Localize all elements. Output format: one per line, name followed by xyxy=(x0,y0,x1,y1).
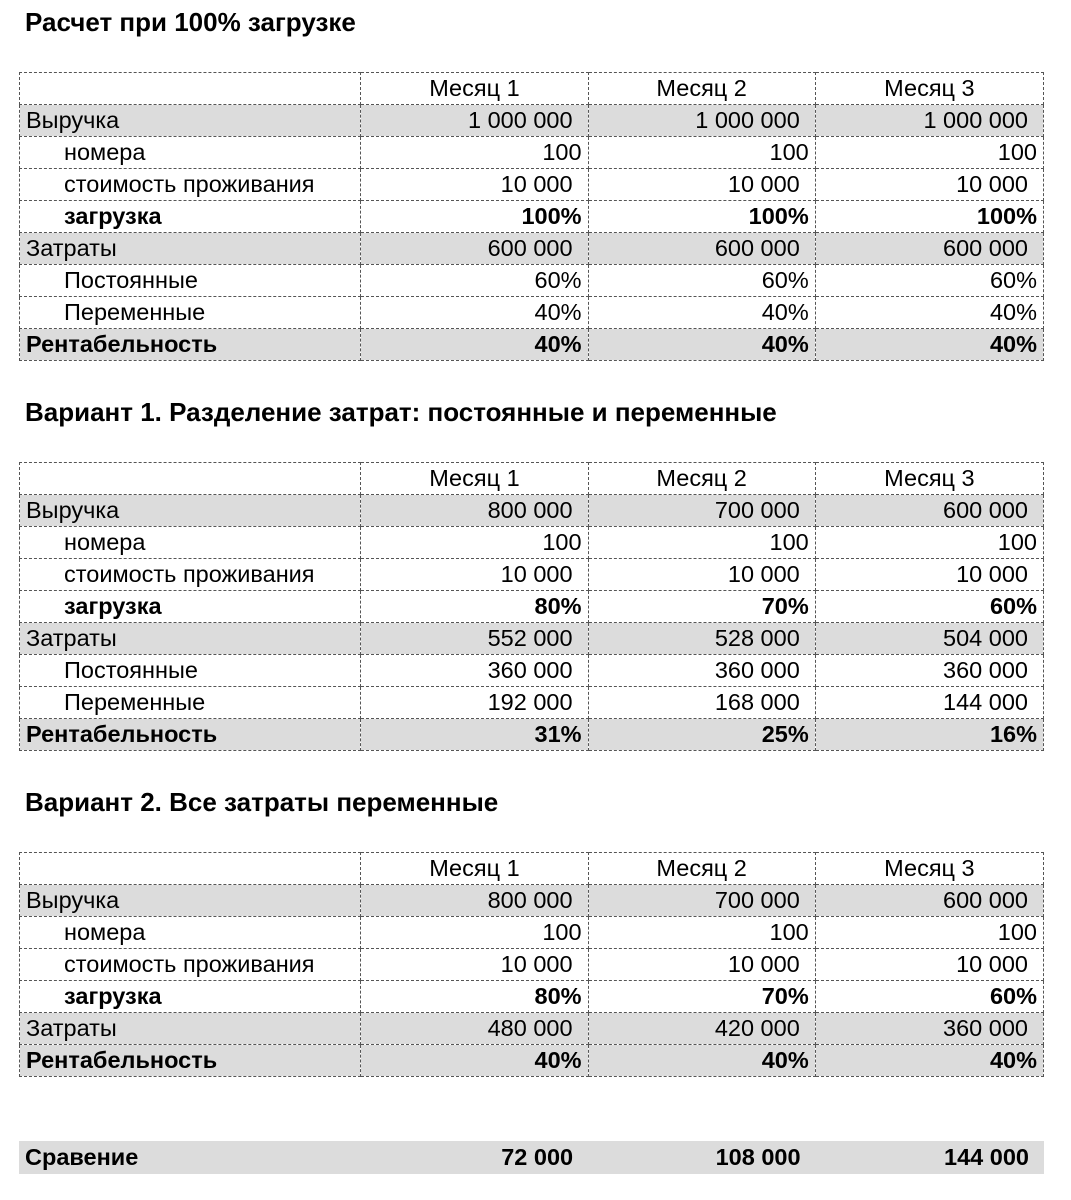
rooms-row xyxy=(20,137,1044,169)
profitability-row xyxy=(20,719,1044,751)
section3-table xyxy=(19,852,1044,1077)
cell-value: 144 000 xyxy=(815,687,1043,719)
cell-value: 1 000 000 xyxy=(815,105,1043,137)
comparison-label: Сравение xyxy=(19,1141,361,1174)
cell-value: 31% xyxy=(361,719,588,751)
cell-value: 100 xyxy=(588,137,815,169)
variable-costs-row xyxy=(20,297,1044,329)
row-label: Рентабельность xyxy=(20,719,361,751)
cell-value: 40% xyxy=(361,297,588,329)
cell-value: 600 000 xyxy=(815,495,1043,527)
month-header: Месяц 1 xyxy=(361,463,588,495)
section1-title: Расчет при 100% загрузке xyxy=(25,7,356,37)
revenue-row xyxy=(20,105,1044,137)
cell-value: 70% xyxy=(588,981,815,1013)
comparison-table xyxy=(19,1141,1044,1174)
cell-value: 100 xyxy=(588,917,815,949)
cell-value: 100 xyxy=(588,527,815,559)
cell-value: 800 000 xyxy=(361,495,588,527)
header-row xyxy=(20,853,1044,885)
row-label: Затраты xyxy=(20,1013,361,1045)
row-label: стоимость проживания xyxy=(20,949,361,981)
header-corner-cell xyxy=(20,853,361,885)
month-header: Месяц 1 xyxy=(361,853,588,885)
rooms-row xyxy=(20,527,1044,559)
cell-value: 528 000 xyxy=(588,623,815,655)
row-label: загрузка xyxy=(20,201,361,233)
cell-value: 10 000 xyxy=(815,949,1043,981)
cell-value: 800 000 xyxy=(361,885,588,917)
header-row xyxy=(20,463,1044,495)
occupancy-row xyxy=(20,591,1044,623)
row-label: Выручка xyxy=(20,495,361,527)
row-label: загрузка xyxy=(20,981,361,1013)
room-price-row xyxy=(20,559,1044,591)
cell-value: 700 000 xyxy=(588,495,815,527)
cell-value: 600 000 xyxy=(815,885,1043,917)
row-label: Переменные xyxy=(20,687,361,719)
row-label: Затраты xyxy=(20,233,361,265)
cell-value: 10 000 xyxy=(588,949,815,981)
cell-value: 80% xyxy=(361,591,588,623)
cell-value: 480 000 xyxy=(361,1013,588,1045)
header-corner-cell xyxy=(20,463,361,495)
cell-value: 100% xyxy=(588,201,815,233)
cell-value: 40% xyxy=(588,329,815,361)
row-label: Постоянные xyxy=(20,265,361,297)
row-label: Выручка xyxy=(20,885,361,917)
cell-value: 60% xyxy=(815,591,1043,623)
cell-value: 40% xyxy=(588,297,815,329)
cell-value: 70% xyxy=(588,591,815,623)
row-label: загрузка xyxy=(20,591,361,623)
cell-value: 25% xyxy=(588,719,815,751)
revenue-row xyxy=(20,495,1044,527)
cell-value: 10 000 xyxy=(361,169,588,201)
cell-value: 10 000 xyxy=(815,559,1043,591)
profitability-row xyxy=(20,1045,1044,1077)
cell-value: 10 000 xyxy=(361,559,588,591)
row-label: Постоянные xyxy=(20,655,361,687)
row-label: Рентабельность xyxy=(20,1045,361,1077)
costs-row xyxy=(20,623,1044,655)
cell-value: 168 000 xyxy=(588,687,815,719)
cell-value: 60% xyxy=(815,265,1043,297)
cell-value: 10 000 xyxy=(588,559,815,591)
room-price-row xyxy=(20,949,1044,981)
variable-costs-row xyxy=(20,687,1044,719)
cell-value: 40% xyxy=(815,1045,1043,1077)
cell-value: 420 000 xyxy=(588,1013,815,1045)
cell-value: 16% xyxy=(815,719,1043,751)
row-label: Переменные xyxy=(20,297,361,329)
cell-value: 700 000 xyxy=(588,885,815,917)
cell-value: 80% xyxy=(361,981,588,1013)
comparison-value: 144 000 xyxy=(816,1141,1044,1174)
row-label: Затраты xyxy=(20,623,361,655)
cell-value: 100 xyxy=(815,527,1043,559)
occupancy-row xyxy=(20,981,1044,1013)
cell-value: 100 xyxy=(361,917,588,949)
cell-value: 360 000 xyxy=(361,655,588,687)
cell-value: 40% xyxy=(588,1045,815,1077)
month-header: Месяц 2 xyxy=(588,463,815,495)
month-header: Месяц 2 xyxy=(588,73,815,105)
cell-value: 40% xyxy=(815,329,1043,361)
cell-value: 40% xyxy=(815,297,1043,329)
comparison-row xyxy=(19,1141,1044,1174)
cell-value: 100 xyxy=(815,917,1043,949)
cell-value: 10 000 xyxy=(588,169,815,201)
revenue-row xyxy=(20,885,1044,917)
profitability-row xyxy=(20,329,1044,361)
month-header: Месяц 3 xyxy=(815,463,1043,495)
cell-value: 100 xyxy=(815,137,1043,169)
cell-value: 40% xyxy=(361,1045,588,1077)
row-label: номера xyxy=(20,917,361,949)
fixed-costs-row xyxy=(20,655,1044,687)
header-corner-cell xyxy=(20,73,361,105)
costs-row xyxy=(20,233,1044,265)
cell-value: 600 000 xyxy=(361,233,588,265)
cell-value: 60% xyxy=(815,981,1043,1013)
cell-value: 60% xyxy=(361,265,588,297)
occupancy-row xyxy=(20,201,1044,233)
cell-value: 10 000 xyxy=(815,169,1043,201)
cell-value: 1 000 000 xyxy=(588,105,815,137)
cell-value: 100 xyxy=(361,527,588,559)
cell-value: 360 000 xyxy=(815,1013,1043,1045)
month-header: Месяц 2 xyxy=(588,853,815,885)
row-label: номера xyxy=(20,527,361,559)
cell-value: 100% xyxy=(815,201,1043,233)
section2-table xyxy=(19,462,1044,751)
cell-value: 192 000 xyxy=(361,687,588,719)
row-label: стоимость проживания xyxy=(20,559,361,591)
section3-title: Вариант 2. Все затраты переменные xyxy=(25,787,499,817)
month-header: Месяц 1 xyxy=(361,73,588,105)
cell-value: 60% xyxy=(588,265,815,297)
month-header: Месяц 3 xyxy=(815,73,1043,105)
costs-row xyxy=(20,1013,1044,1045)
cell-value: 10 000 xyxy=(361,949,588,981)
cell-value: 600 000 xyxy=(588,233,815,265)
room-price-row xyxy=(20,169,1044,201)
section1-table xyxy=(19,72,1044,361)
comparison-value: 72 000 xyxy=(361,1141,588,1174)
cell-value: 100% xyxy=(361,201,588,233)
cell-value: 360 000 xyxy=(588,655,815,687)
comparison-value: 108 000 xyxy=(588,1141,815,1174)
section2-title: Вариант 1. Разделение затрат: постоянные и переменные xyxy=(25,397,777,427)
cell-value: 1 000 000 xyxy=(361,105,588,137)
row-label: стоимость проживания xyxy=(20,169,361,201)
cell-value: 40% xyxy=(361,329,588,361)
cell-value: 100 xyxy=(361,137,588,169)
fixed-costs-row xyxy=(20,265,1044,297)
row-label: Выручка xyxy=(20,105,361,137)
rooms-row xyxy=(20,917,1044,949)
row-label: номера xyxy=(20,137,361,169)
header-row xyxy=(20,73,1044,105)
cell-value: 360 000 xyxy=(815,655,1043,687)
cell-value: 552 000 xyxy=(361,623,588,655)
cell-value: 504 000 xyxy=(815,623,1043,655)
row-label: Рентабельность xyxy=(20,329,361,361)
month-header: Месяц 3 xyxy=(815,853,1043,885)
cell-value: 600 000 xyxy=(815,233,1043,265)
